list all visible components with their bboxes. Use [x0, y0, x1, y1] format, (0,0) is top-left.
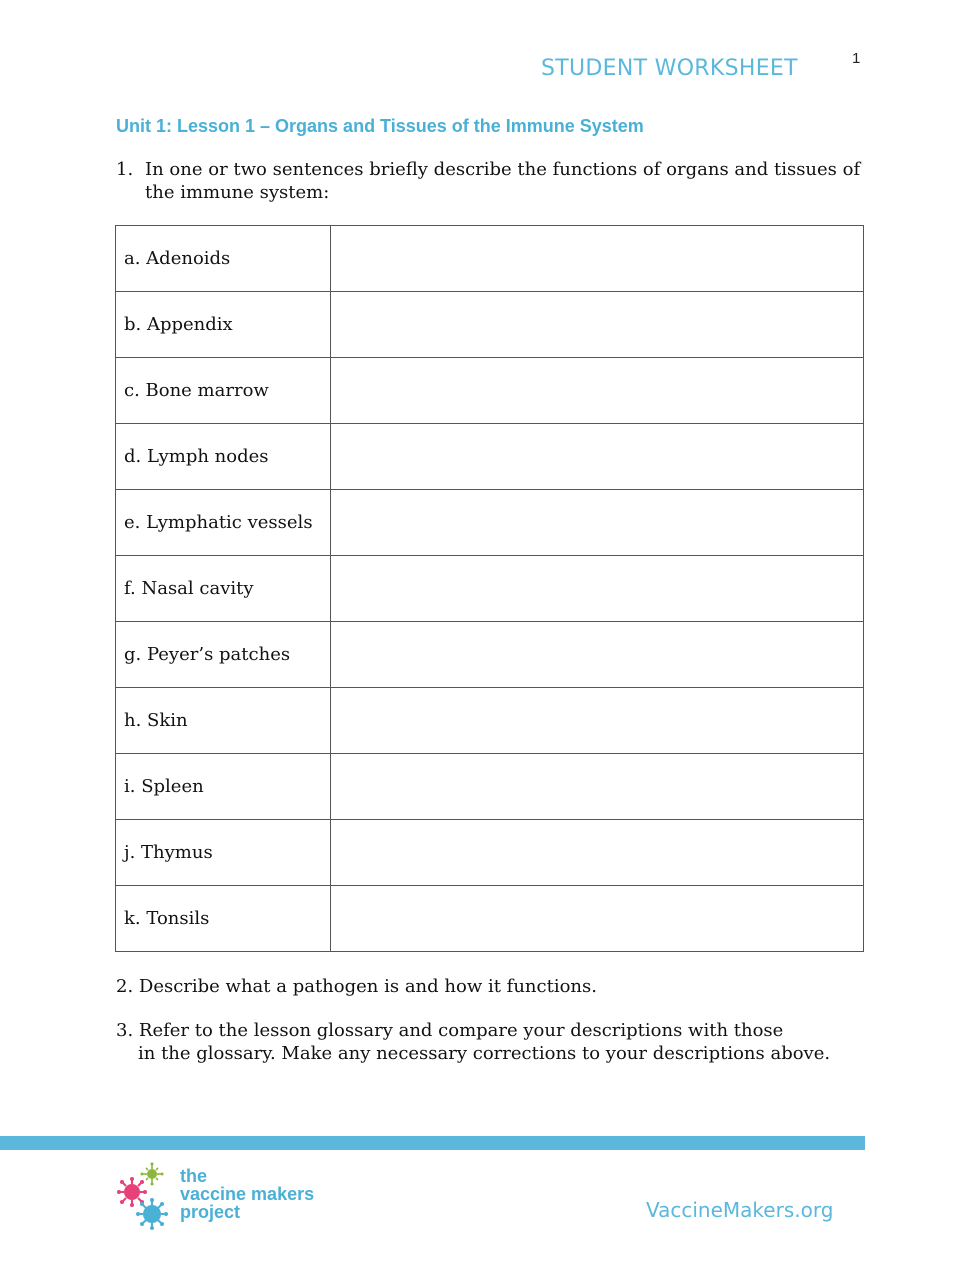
organ-label: g. Peyer’s patches: [116, 622, 331, 688]
answer-cell[interactable]: [331, 226, 864, 292]
logo-line-1: the: [180, 1166, 207, 1186]
lesson-title: Unit 1: Lesson 1 – Organs and Tissues of the Immune System: [116, 116, 644, 136]
table-row: [116, 358, 864, 424]
organ-label: a. Adenoids: [116, 226, 331, 292]
question-3-line-2: in the glossary. Make any necessary corrections to your descriptions above.: [138, 1043, 831, 1064]
answer-cell[interactable]: [331, 292, 864, 358]
table-row: [116, 688, 864, 754]
question-1-text: In one or two sentences briefly describe the functions of organs and tissues of the immune system:: [145, 159, 861, 203]
answer-cell[interactable]: [331, 820, 864, 886]
answer-cell[interactable]: [331, 556, 864, 622]
logo-wordmark: [180, 1167, 314, 1221]
question-2: 2. Describe what a pathogen is and how it functions.: [116, 976, 597, 997]
table-row: [116, 292, 864, 358]
table-row: [116, 622, 864, 688]
question-3: [116, 1019, 856, 1065]
footer-bar: [0, 1136, 865, 1150]
answer-cell[interactable]: [331, 424, 864, 490]
question-1-number: 1.: [116, 159, 134, 180]
blue-virus-icon: [136, 1198, 168, 1230]
organ-label: b. Appendix: [116, 292, 331, 358]
table-row: [116, 820, 864, 886]
organ-label: k. Tonsils: [116, 886, 331, 952]
organ-label: h. Skin: [116, 688, 331, 754]
page-number: 1: [852, 50, 861, 67]
organ-label: e. Lymphatic vessels: [116, 490, 331, 556]
table-row: [116, 754, 864, 820]
table-row: [116, 886, 864, 952]
answer-cell[interactable]: [331, 886, 864, 952]
logo-line-3: project: [180, 1202, 241, 1222]
answer-cell[interactable]: [331, 622, 864, 688]
table-row: [116, 424, 864, 490]
organ-label: j. Thymus: [116, 820, 331, 886]
answer-cell[interactable]: [331, 754, 864, 820]
organ-label: f. Nasal cavity: [116, 556, 331, 622]
worksheet-header: STUDENT WORKSHEET: [541, 56, 798, 81]
answer-cell[interactable]: [331, 490, 864, 556]
table-row: [116, 226, 864, 292]
logo-line-2: vaccine makers: [180, 1184, 315, 1204]
table-row: [116, 556, 864, 622]
question-3-line-1: 3. Refer to the lesson glossary and compare your descriptions with those: [116, 1020, 784, 1041]
table-row: [116, 490, 864, 556]
organ-label: d. Lymph nodes: [116, 424, 331, 490]
answer-cell[interactable]: [331, 358, 864, 424]
site-url[interactable]: VaccineMakers.org: [646, 1198, 834, 1222]
organ-label: i. Spleen: [116, 754, 331, 820]
organ-label: c. Bone marrow: [116, 358, 331, 424]
answer-cell[interactable]: [331, 688, 864, 754]
organs-table: [115, 225, 864, 952]
